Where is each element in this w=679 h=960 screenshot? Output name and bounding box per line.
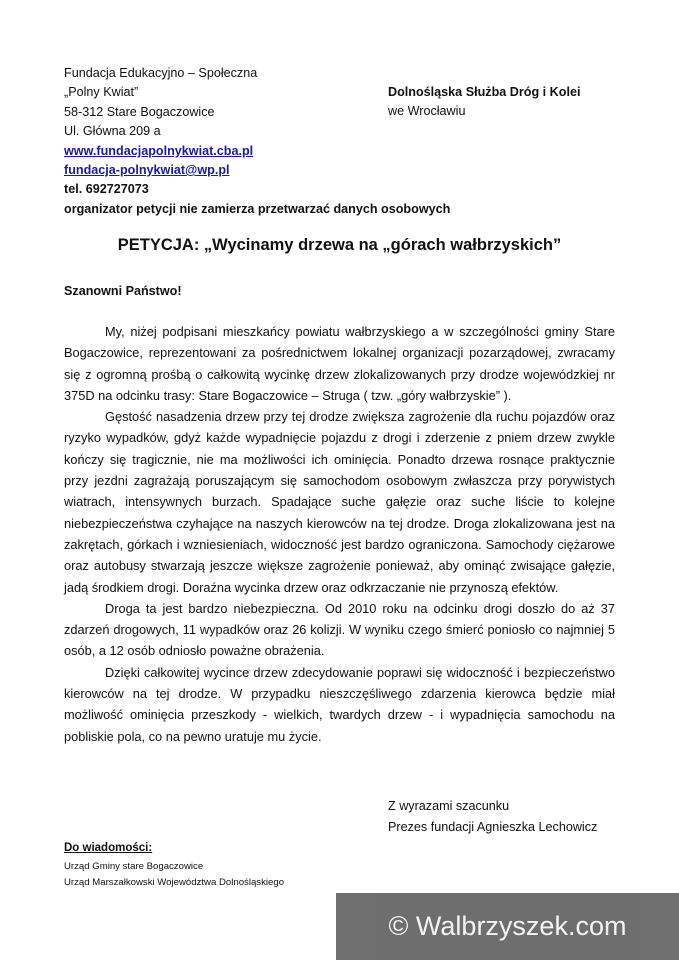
cc-item: Urząd Gminy stare Bogaczowice [64,861,204,872]
sender-org-line2: „Polny Kwiat” [64,85,139,100]
cc-item: Urząd Marszałkowski Województwa Dolnośląskiego [64,877,285,888]
salutation: Szanowni Państwo! [64,284,182,298]
closing-block [388,796,597,838]
email-link[interactable]: fundacja-polnykwiat@wp.pl [64,163,230,178]
closing-line1: Z wyrazami szacunku [388,799,510,813]
body-paragraph: Dzięki całkowitej wycince drzew zdecydowanie poprawi się widoczność i bezpieczeństwo kierowców na tej drodze. W przypadku nieszczęśliwego zdarzenia kierowca będzie miał możliwość ominięcia przeszkody - wielkich, twardych drzew - i wypadnięcia samochodu na pobliskie pola, co na pewno uratuje mu życie. [64,664,615,744]
body-paragraph: Droga ta jest bardzo niebezpieczna. Od 2010 roku na odcinku drogi doszło do aż 37 zdarzeń drogowych, 11 wypadków oraz 26 kolizji. W wyniku czego śmierć poniosło co najmniej 5 osób, a 12 osób odniosło poważne obrażenia. [64,600,615,659]
recipient-name: Dolnośląska Służba Dróg i Kolei [388,85,581,99]
sender-note: organizator petycji nie zamierza przetwarzać danych osobowych [64,201,451,216]
body-paragraph: My, niżej podpisani mieszkańcy powiatu wałbrzyskiego a w szczególności gminy Stare Bogaczowice, reprezentowani za pośrednictwem lokalnej organizacji pozarządowej, zwracamy się z ogromną prośbą o całkowitą wycinkę drzew zlokalizowanych przy drodze wojewódzkiej nr 375D na odcinku trasy: Stare Bogaczowice – Struga ( tzw. „góry wałbrzyskie” ). [64,324,615,403]
cc-list [64,859,284,891]
sender-phone: tel. 692727073 [64,182,149,197]
website-link[interactable]: www.fundacjapolnykwiat.cba.pl [64,143,254,158]
recipient-block [388,83,580,122]
sender-org-line1: Fundacja Edukacyjno – Społeczna [64,66,258,80]
closing-signature: Prezes fundacji Agnieszka Lechowicz [388,820,598,834]
body-paragraph: Gęstość nasadzenia drzew przy tej drodze zwiększa zagrożenie dla ruchu pojazdów oraz ryzyko wypadków, gdyż każde wypadnięcie pojazdu z drogi i zderzenie z pniem drzew zwykle kończy się tragicznie, nie ma możliwości ich ominięcia. Ponadto drzewa rosnące praktycznie przy jezdni zagrażają poruszającym się samochodom osobowym zwłaszcza przy porywistych wiatrach, intensywnych burzach. Spadające suche gałęzie oraz suche liście to kolejne niebezpieczeństwa czyhające na naszych kierowców na tej drodze. Droga zlokalizowana jest na zakrętach, górkach i wzniesieniach, widoczność jest bardzo ograniczona. Samochody ciężarowe oraz autobusy stwarzają jeszcze większe zagrożenie ponieważ, aby ominąć zwisające gałęzie, jadą środkiem drogi. Doraźna wycinka drzew oraz odkrzaczanie nie przynoszą efektów. [64,409,615,595]
recipient-city: we Wrocławiu [388,104,466,119]
cc-heading: Do wiadomości: [64,842,153,854]
sender-address1: 58-312 Stare Bogaczowice [64,104,215,119]
watermark: © Walbrzyszek.com [336,893,679,960]
petition-title: PETYCJA: „Wycinamy drzewa na „górach wałbrzyskich” [117,236,562,254]
letter-body [64,321,615,747]
sender-address2: Ul. Główna 209 a [64,124,161,139]
